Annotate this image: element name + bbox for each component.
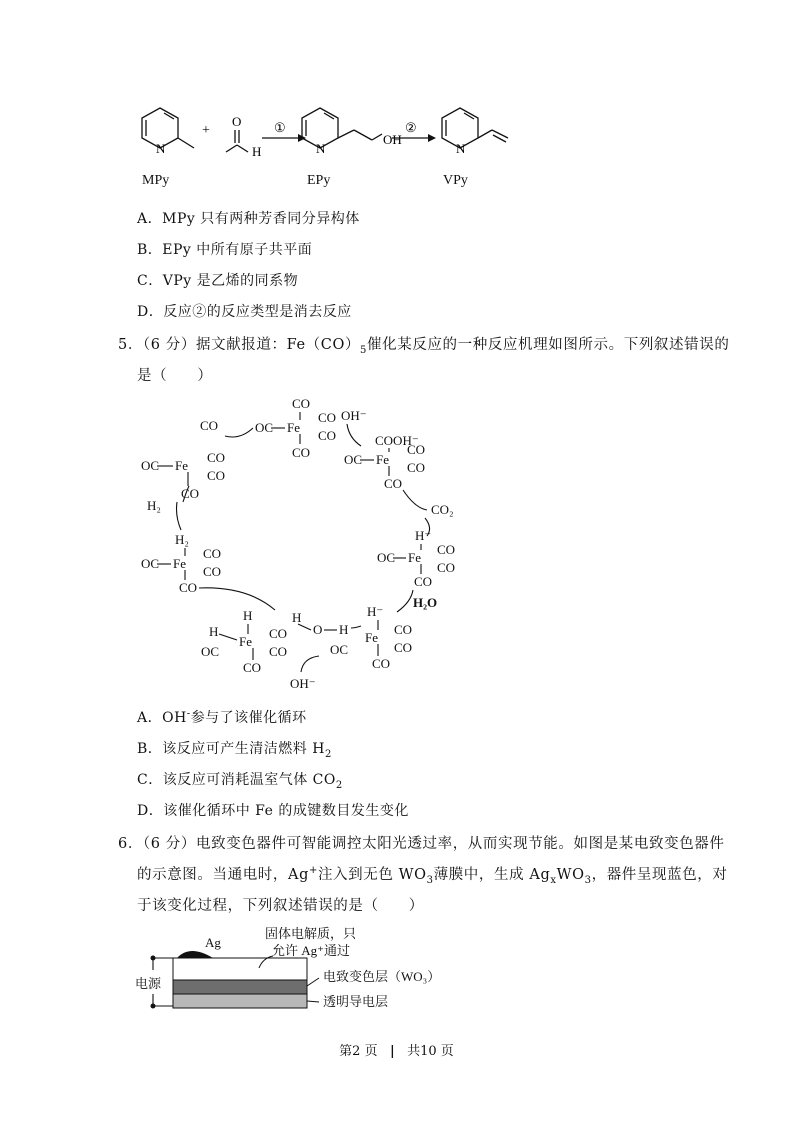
formaldehyde-h: H: [252, 144, 262, 159]
svg-text:OC: OC: [344, 452, 363, 467]
svg-text:CO: CO: [394, 640, 413, 655]
formaldehyde-structure: [226, 130, 248, 152]
vpy-n: N: [456, 141, 466, 156]
svg-text:OC: OC: [330, 642, 349, 657]
svg-text:电致变色层（WO₃）: 电致变色层（WO₃）: [323, 969, 441, 984]
svg-text:CO: CO: [179, 580, 198, 595]
svg-text:CO: CO: [407, 442, 426, 457]
epy-structure: [302, 108, 382, 148]
svg-text:Fe: Fe: [365, 630, 378, 645]
svg-text:OC: OC: [141, 458, 160, 473]
svg-text:CO: CO: [437, 542, 456, 557]
footer-separator: |: [389, 1044, 395, 1059]
svg-text:H⁻: H⁻: [415, 528, 432, 543]
mpy-structure: [142, 108, 194, 148]
svg-text:CO: CO: [437, 560, 456, 575]
svg-text:H: H: [292, 610, 302, 625]
svg-text:Fe: Fe: [173, 556, 186, 571]
svg-text:CO: CO: [292, 396, 311, 411]
svg-text:电源: 电源: [135, 976, 162, 991]
svg-text:允许 Ag⁺通过: 允许 Ag⁺通过: [272, 943, 351, 958]
svg-text:CO: CO: [269, 644, 288, 659]
wo3-layer: [173, 980, 307, 994]
svg-text:OH⁻: OH⁻: [341, 408, 367, 423]
step1-label: ①: [274, 120, 286, 135]
svg-text:透明导电层: 透明导电层: [323, 994, 389, 1009]
q6-stem-line1: 6．（6 分）电致变色器件可智能调控太阳光透过率，从而实现节能。如图是某电致变色器件: [118, 836, 725, 852]
svg-text:OC: OC: [141, 556, 160, 571]
svg-text:Fe: Fe: [376, 452, 389, 467]
q4-option-a: A．MPy 只有两种芳香同分异构体: [137, 211, 360, 227]
svg-text:CO: CO: [318, 428, 337, 443]
conductive-layer: [173, 994, 307, 1008]
svg-text:OC: OC: [377, 550, 396, 565]
svg-text:O: O: [313, 622, 323, 637]
vpy-structure: [442, 108, 508, 148]
svg-text:OC: OC: [201, 644, 220, 659]
svg-text:Fe: Fe: [239, 634, 252, 649]
q5-option-d: D．该催化循环中 Fe 的成键数目发生变化: [137, 803, 409, 819]
svg-text:H₂: H₂: [175, 532, 189, 547]
svg-text:CO: CO: [243, 660, 262, 675]
catalytic-cycle-diagram: [135, 390, 475, 700]
svg-text:CO: CO: [292, 445, 311, 460]
svg-text:CO: CO: [414, 574, 433, 589]
svg-text:CO: CO: [203, 546, 222, 561]
svg-text:CO: CO: [207, 450, 226, 465]
svg-text:H₂: H₂: [147, 498, 161, 513]
step2-label: ②: [405, 120, 417, 135]
vpy-label: VPy: [443, 173, 468, 188]
q4-option-b: B．EPy 中所有原子共平面: [137, 242, 313, 258]
ag-electrode: [177, 951, 213, 958]
svg-text:CO: CO: [200, 418, 219, 433]
svg-text:CO: CO: [318, 410, 337, 425]
svg-text:CO₂: CO₂: [431, 502, 454, 517]
q6-stem-line3: 于该变化过程，下列叙述错误的是（ ）: [137, 898, 424, 914]
q5-stem-line2: 是（ ）: [137, 368, 213, 384]
svg-text:CO: CO: [181, 486, 200, 501]
svg-text:H⁻: H⁻: [367, 604, 384, 619]
svg-text:CO: CO: [269, 626, 288, 641]
page-footer: [0, 1040, 793, 1059]
plus-sign: +: [202, 123, 210, 138]
svg-text:H: H: [243, 608, 253, 623]
svg-text:CO: CO: [407, 460, 426, 475]
formaldehyde-o: O: [232, 114, 242, 129]
q5-option-a: A．OH-参与了该催化循环: [137, 708, 307, 726]
svg-text:Fe: Fe: [408, 550, 421, 565]
svg-text:CO: CO: [203, 564, 222, 579]
svg-text:OC: OC: [255, 420, 274, 435]
mpy-n: N: [156, 141, 166, 156]
q4-option-d: D．反应②的反应类型是消去反应: [137, 304, 352, 320]
svg-text:CO: CO: [394, 622, 413, 637]
svg-text:OH⁻: OH⁻: [290, 676, 316, 691]
mpy-label: MPy: [142, 173, 170, 188]
svg-text:Fe: Fe: [287, 420, 300, 435]
electrochromic-device-diagram: [135, 922, 465, 1017]
epy-n: N: [316, 141, 326, 156]
q5-option-b: B．该反应可产生清洁燃料 $H_2$: [137, 741, 332, 760]
svg-text:Fe: Fe: [175, 458, 188, 473]
svg-text:固体电解质，只: 固体电解质，只: [265, 926, 357, 941]
svg-text:CO: CO: [207, 468, 226, 483]
svg-text:Ag: Ag: [205, 935, 221, 950]
page-number: 第2 页: [339, 1044, 378, 1059]
electrolyte-layer: [173, 958, 307, 980]
q5-stem-line1: 5．（6 分）据文献报道：$Fe(CO)_5$催化某反应的一种反应机理如图所示。下列叙述错误的: [118, 337, 730, 356]
total-pages: 共10 页: [407, 1044, 454, 1059]
svg-text:COOH⁻: COOH⁻: [375, 433, 419, 448]
epy-oh: OH: [383, 132, 402, 147]
svg-text:CO: CO: [372, 656, 391, 671]
q5-option-c: C．该反应可消耗温室气体 $CO_2$: [137, 772, 343, 791]
q6-stem-line2: 的示意图。当通电时，Ag+注入到无色 $WO_3$薄膜中，生成 $Ag_xWO_3$，器件呈现蓝色，对: [137, 865, 728, 886]
q4-option-c: C．VPy 是乙烯的同系物: [137, 273, 299, 289]
svg-text:H: H: [339, 622, 349, 637]
svg-text:H₂O: H₂O: [413, 595, 438, 610]
epy-label: EPy: [307, 173, 331, 188]
svg-text:CO: CO: [384, 476, 403, 491]
svg-text:H: H: [209, 624, 219, 639]
